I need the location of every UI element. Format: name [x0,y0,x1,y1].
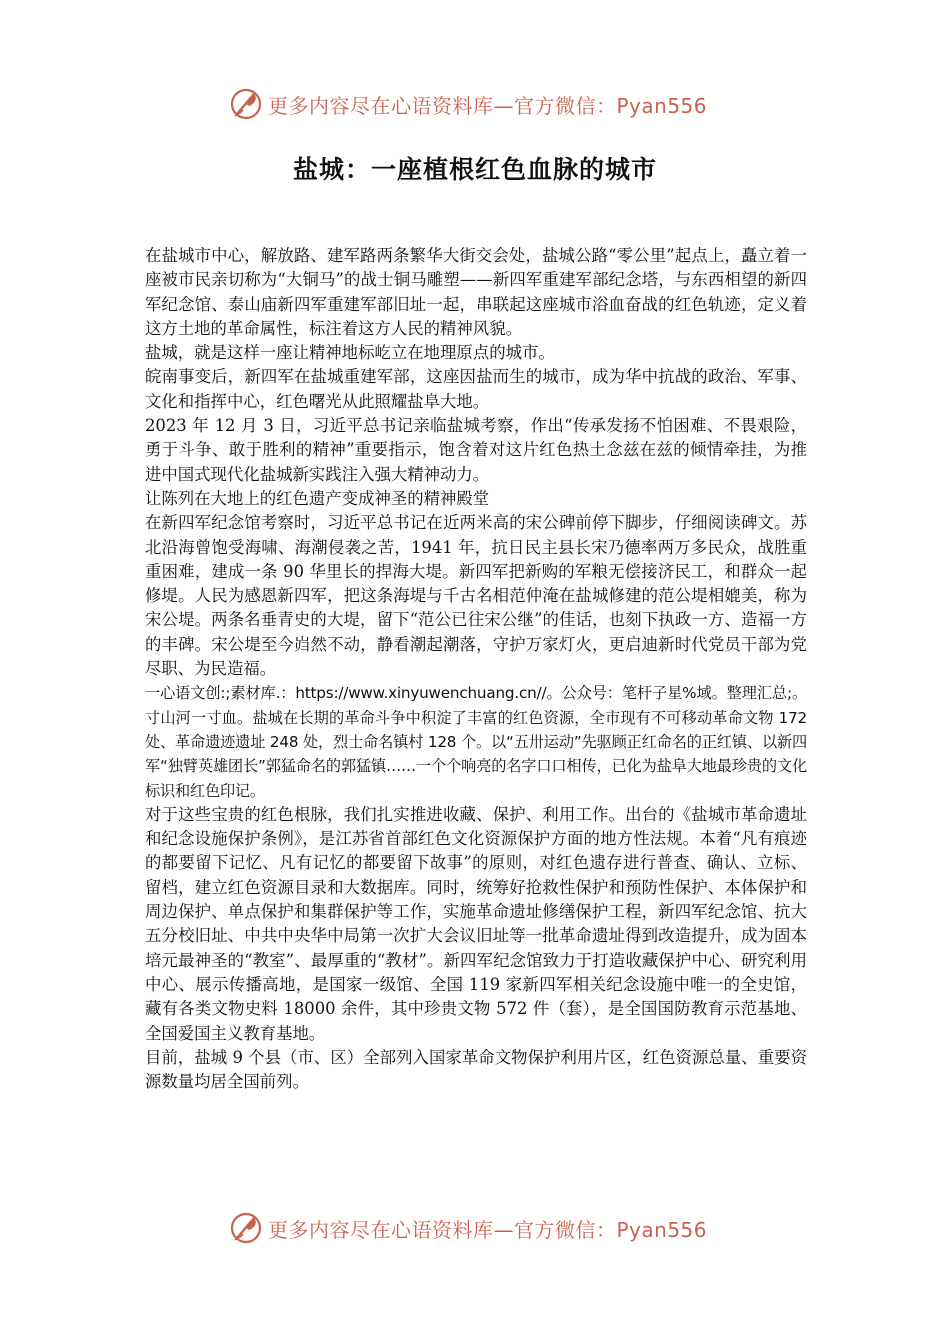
page-title: 盐城：一座植根红色血脉的城市 [292,155,657,184]
paragraph-history: 皖南事变后，新四军在盐城重建军部，这座因盐而生的城市，成为华中抗战的政治、军事、文化和指挥中心，红色曙光从此照耀盐阜大地。 [145,367,807,411]
footer-wechat-id: Pyan556 [616,1217,708,1242]
header-banner-text: 更多内容尽在心语资料库—官方微信：Pyan556 [268,93,708,118]
article-body [145,244,807,1094]
paragraph-songgongdi: 在新四军纪念馆考察时，习近平总书记在近两米高的宋公碑前停下脚步，仔细阅读碑文。苏北沿海曾饱受海啸、海潮侵袭之苦，1941 年，抗日民主县长宋乃德率两万多民众，战胜重重困难，建成一条 90 华里长的捍海大堤。新四军把新购的军粮无偿接济民工，和群众一起修堤。人民为感恩新四军，把这条海堤与千古名相范仲淹在盐城修建的范公堤相媲美，称为宋公堤。两条名垂青史的大堤，留下“范公已往宋公继”的佳话，也刻下执政一方、造福一方的丰碑。宋公堤至今岿然不动，静看潮起潮落，守护万家灯火，更启迪新时代党员干部为党尽职、为民造福。 [145,513,807,679]
paragraph-resources: 一心语文创:;素材库.：https://www.xinyuwenchuang.cn//。公众号：笔杆子星%域。整理汇总;。寸山河一寸血。盐城在长期的革命斗争中积淀了丰富的红色资源，全市现有不可移动革命文物 172 处、革命遗迹遗址 248 处，烈士命名镇村 128 个。以“五卅运动”先驱顾正红命名的正红镇、以新四军“独臂英雄团长”郭猛命名的郭猛镇……一个个响亮的名字口口相传，已化为盐阜大地最珍贵的文化标识和红色印记。 [145,684,807,800]
footer-banner-text: 更多内容尽在心语资料库—官方微信：Pyan556 [268,1217,708,1242]
quill-logo-icon [228,1210,264,1246]
paragraph-conclusion: 目前，盐城 9 个县（市、区）全部列入国家革命文物保护利用片区，红色资源总量、重要资源数量均居全国前列。 [145,1047,807,1092]
paragraph-landmark: 盐城，就是这样一座让精神地标屹立在地理原点的城市。 [145,343,555,363]
section-heading: 让陈列在大地上的红色遗产变成神圣的精神殿堂 [145,488,490,508]
paragraph-intro: 在盐城市中心，解放路、建军路两条繁华大街交会处，盐城公路“零公里”起点上，矗立着一座被市民亲切称为“大铜马”的战士铜马雕塑——新四军重建军部纪念塔，与东西相望的新四军纪念馆、泰山庙新四军重建军部旧址一起，串联起这座城市浴血奋战的红色轨迹，定义着这方土地的革命属性，标注着这方人民的精神风貌。 [145,246,807,338]
paragraph-visit: 2023 年 12 月 3 日，习近平总书记亲临盐城考察，作出“传承发扬不怕困难、不畏艰险，勇于斗争、敢于胜利的精神”重要指示，饱含着对这片红色热土念兹在兹的倾情牵挂，为推进中国式现代化盐城新实践注入强大精神动力。 [145,416,807,484]
header-wechat-id: Pyan556 [616,93,708,118]
footer-banner [228,1210,748,1246]
header-banner [228,86,748,122]
quill-logo-icon [228,86,264,122]
paragraph-protection: 对于这些宝贵的红色根脉，我们扎实推进收藏、保护、利用工作。出台的《盐城市革命遗址和纪念设施保护条例》，是江苏省首部红色文化资源保护方面的地方性法规。本着“凡有痕迹的都要留下记忆、凡有记忆的都要留下故事”的原则，对红色遗存进行普查、确认、立标、留档，建立红色资源目录和大数据库。同时，统筹好抢救性保护和预防性保护、本体保护和周边保护、单点保护和集群保护等工作，实施革命遗址修缮保护工程，新四军纪念馆、抗大五分校旧址、中共中央华中局第一次扩大会议旧址等一批革命遗址得到改造提升，成为固本培元最神圣的“教室”、最厚重的“教材”。新四军纪念馆致力于打造收藏保护中心、研究利用中心、展示传播高地，是国家一级馆、全国 119 家新四军相关纪念设施中唯一的全史馆，藏有各类文物史料 18000 余件，其中珍贵文物 572 件（套），是全国国防教育示范基地、全国爱国主义教育基地。 [145,804,807,1043]
